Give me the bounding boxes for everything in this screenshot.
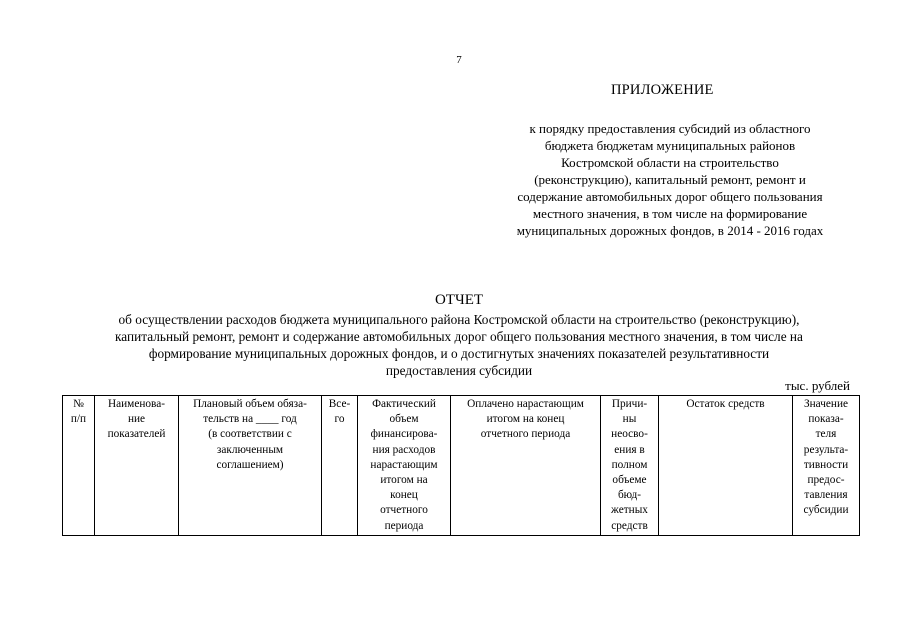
header-line: го xyxy=(334,413,345,426)
report-subtitle-line: капитальный ремонт, ремонт и содержание автомобильных дорог общего пользования местного значения, в том числе на xyxy=(115,329,803,344)
header-line: ние xyxy=(127,413,146,426)
appendix-line: муниципальных дорожных фондов, в 2014 - 2016 годах xyxy=(516,223,824,238)
header-total xyxy=(322,396,358,536)
header-line: заключенным xyxy=(216,443,284,456)
header-line: итогом на xyxy=(380,474,428,487)
report-subtitle-line: формирование муниципальных дорожных фондов, и о достигнутых значениях показателей результативности xyxy=(148,346,770,361)
header-line: результа- xyxy=(803,443,849,456)
header-line: неосво- xyxy=(611,428,648,441)
header-line: Плановый объем обяза- xyxy=(193,398,307,410)
appendix-line: местного значения, в том числе на формирование xyxy=(532,206,808,221)
appendix-line: к порядку предоставления субсидий из областного xyxy=(529,121,811,136)
header-paid-cumulative xyxy=(451,396,601,536)
header-line: итогом на конец xyxy=(486,413,565,426)
units-label: тыс. рублей xyxy=(785,378,850,393)
header-line: нарастающим xyxy=(370,458,438,471)
header-line: тавления xyxy=(804,489,848,502)
header-line: объем xyxy=(389,413,419,426)
header-line: Остаток средств xyxy=(686,398,765,410)
header-performance-indicator xyxy=(793,396,860,536)
header-indicator-name xyxy=(95,396,179,536)
appendix-line: (реконструкцию), капитальный ремонт, ремонт и xyxy=(534,172,806,187)
header-line: Наименова- xyxy=(107,398,166,410)
header-line: субсидии xyxy=(803,504,849,517)
header-line: ны xyxy=(622,413,637,426)
header-line: жетных xyxy=(611,504,648,517)
header-line: Фактический xyxy=(372,398,436,410)
header-line: тельств на ____ год xyxy=(203,413,297,426)
appendix-line: содержание автомобильных дорог общего пользования xyxy=(517,189,823,204)
appendix-title: ПРИЛОЖЕНИЕ xyxy=(611,82,714,98)
header-line: ния расходов xyxy=(372,443,436,456)
header-line: финансирова- xyxy=(370,428,438,441)
appendix-text xyxy=(488,120,852,239)
header-line: средств xyxy=(611,519,648,532)
header-line: Все- xyxy=(328,398,351,410)
header-line: п/п xyxy=(70,413,87,426)
header-line: полном xyxy=(611,458,648,471)
header-line: конец xyxy=(390,489,418,502)
report-subtitle-line: об осуществлении расходов бюджета муниципального района Костромской области на строительство (реконструкцию), xyxy=(118,312,800,327)
header-actual-financing xyxy=(358,396,451,536)
report-subtitle xyxy=(60,311,858,379)
header-line: (в соответствии с xyxy=(208,428,292,441)
header-line: теля xyxy=(815,428,837,441)
header-line: предос- xyxy=(807,474,845,487)
header-line: бюд- xyxy=(617,489,642,502)
appendix-line: бюджета бюджетам муниципальных районов xyxy=(544,138,796,153)
report-title: ОТЧЕТ xyxy=(434,292,484,308)
report-subtitle-line: предоставления субсидии xyxy=(385,363,533,378)
header-number xyxy=(63,396,95,536)
report-table xyxy=(62,395,860,536)
header-reasons-unspent xyxy=(601,396,659,536)
header-planned-obligations xyxy=(179,396,322,536)
header-line: Причи- xyxy=(611,398,648,410)
header-line: Значение xyxy=(803,398,849,410)
header-line: соглашением) xyxy=(216,458,284,471)
header-line: показа- xyxy=(808,413,844,426)
header-remaining-funds xyxy=(659,396,793,536)
header-line: № xyxy=(73,398,84,410)
header-line: объеме xyxy=(612,474,647,487)
header-line: Оплачено нарастающим xyxy=(467,398,584,410)
header-line: отчетного xyxy=(380,504,428,517)
header-line: отчетного периода xyxy=(480,428,571,441)
page-number: 7 xyxy=(456,54,462,66)
header-line: периода xyxy=(384,519,424,532)
header-line: тивности xyxy=(803,458,849,471)
appendix-line: Костромской области на строительство xyxy=(561,155,779,170)
table-header-row xyxy=(63,396,860,536)
header-line: показателей xyxy=(107,428,166,441)
header-line: ения в xyxy=(614,443,645,456)
